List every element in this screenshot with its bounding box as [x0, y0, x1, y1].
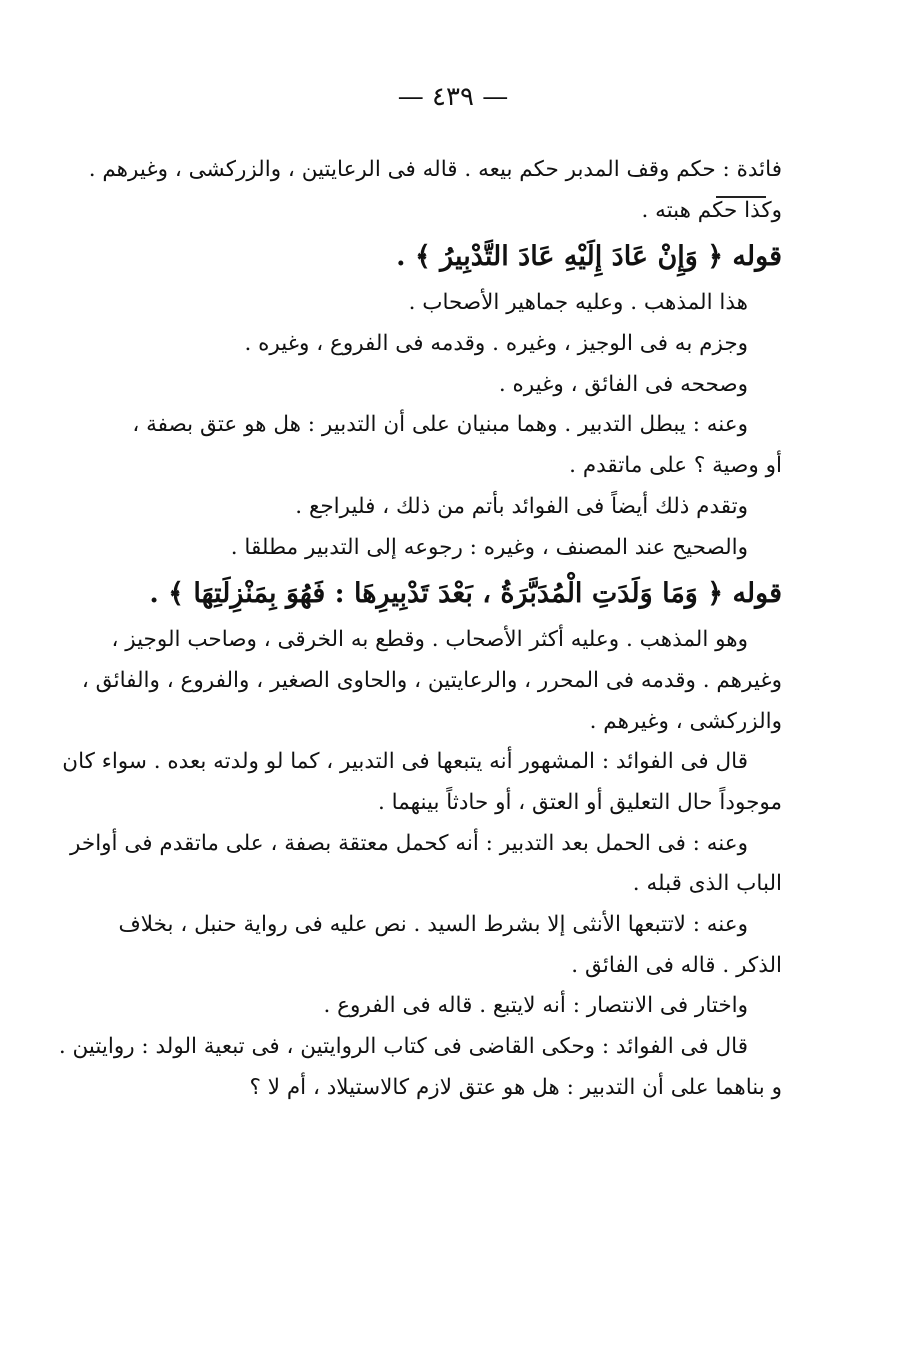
- text-line: قال فى الفوائد : المشهور أنه يتبعها فى التدبير ، كما لو ولدته بعده . سواء كان: [62, 749, 748, 775]
- page-number: — ٤٣٩ —: [397, 82, 509, 112]
- text-line: وصححه فى الفائق ، وغيره .: [498, 371, 748, 397]
- text-line: واختار فى الانتصار : أنه لايتبع . قاله فى الفروع .: [323, 993, 748, 1019]
- text-line: قال فى الفوائد : وحكى القاضى فى كتاب الروايتين ، فى تبعية الولد : روايتين .: [58, 1034, 748, 1060]
- text-line: وعنه : يبطل التدبير . وهما مبنيان على أن التدبير : هل هو عتق بصفة ،: [132, 412, 748, 438]
- text-line: وكذا حكم هبته .: [641, 197, 782, 223]
- text-line: الباب الذى قبله .: [632, 871, 782, 897]
- text-line: هذا المذهب . وعليه جماهير الأصحاب .: [408, 290, 748, 316]
- quoted-heading-line: قوله ﴿ وَمَا وَلَدَتِ الْمُدَبَّرَةُ ، بَعْدَ تَدْبِيرِهَا : فَهُوَ بِمَنْزِلَتِهَا ﴾ .: [149, 578, 782, 610]
- text-line: الذكر . قاله فى الفائق .: [571, 952, 782, 978]
- text-line: وغيرهم . وقدمه فى المحرر ، والرعايتين ، والحاوى الصغير ، والفروع ، والفائق ،: [81, 667, 782, 693]
- text-line: والزركشى ، وغيرهم .: [589, 708, 782, 734]
- body-text: [58, 150, 782, 1108]
- text-line: فائدة : حكم وقف المدبر حكم بيعه . قاله فى الرعايتين ، والزركشى ، وغيرهم .: [88, 157, 782, 182]
- quoted-heading-line: قوله ﴿ وَإِنْ عَادَ إِلَيْهِ عَادَ التَّدْبِيرُ ﴾ .: [396, 241, 782, 273]
- text-line: والصحيح عند المصنف ، وغيره : رجوعه إلى التدبير مطلقا .: [230, 534, 748, 560]
- text-line: وتقدم ذلك أيضاً فى الفوائد بأتم من ذلك ، فليراجع .: [295, 493, 748, 519]
- text-line: وهو المذهب . وعليه أكثر الأصحاب . وقطع به الخرقى ، وصاحب الوجيز ،: [111, 627, 748, 653]
- text-line: وجزم به فى الوجيز ، وغيره . وقدمه فى الفروع ، وغيره .: [244, 331, 748, 357]
- text-line: أو وصية ؟ على ماتقدم .: [569, 453, 782, 479]
- text-line: وعنه : لاتتبعها الأنثى إلا بشرط السيد . نص عليه فى رواية حنبل ، بخلاف: [118, 912, 748, 937]
- text-line: و بناهما على أن التدبير : هل هو عتق لازم كالاستيلاد ، أم لا ؟: [249, 1074, 782, 1100]
- text-line: موجوداً حال التعليق أو العتق ، أو حادثاً بينهما .: [377, 789, 782, 815]
- text-line: وعنه : فى الحمل بعد التدبير : أنه كحمل معتقة بصفة ، على ماتقدم فى أواخر: [70, 830, 748, 856]
